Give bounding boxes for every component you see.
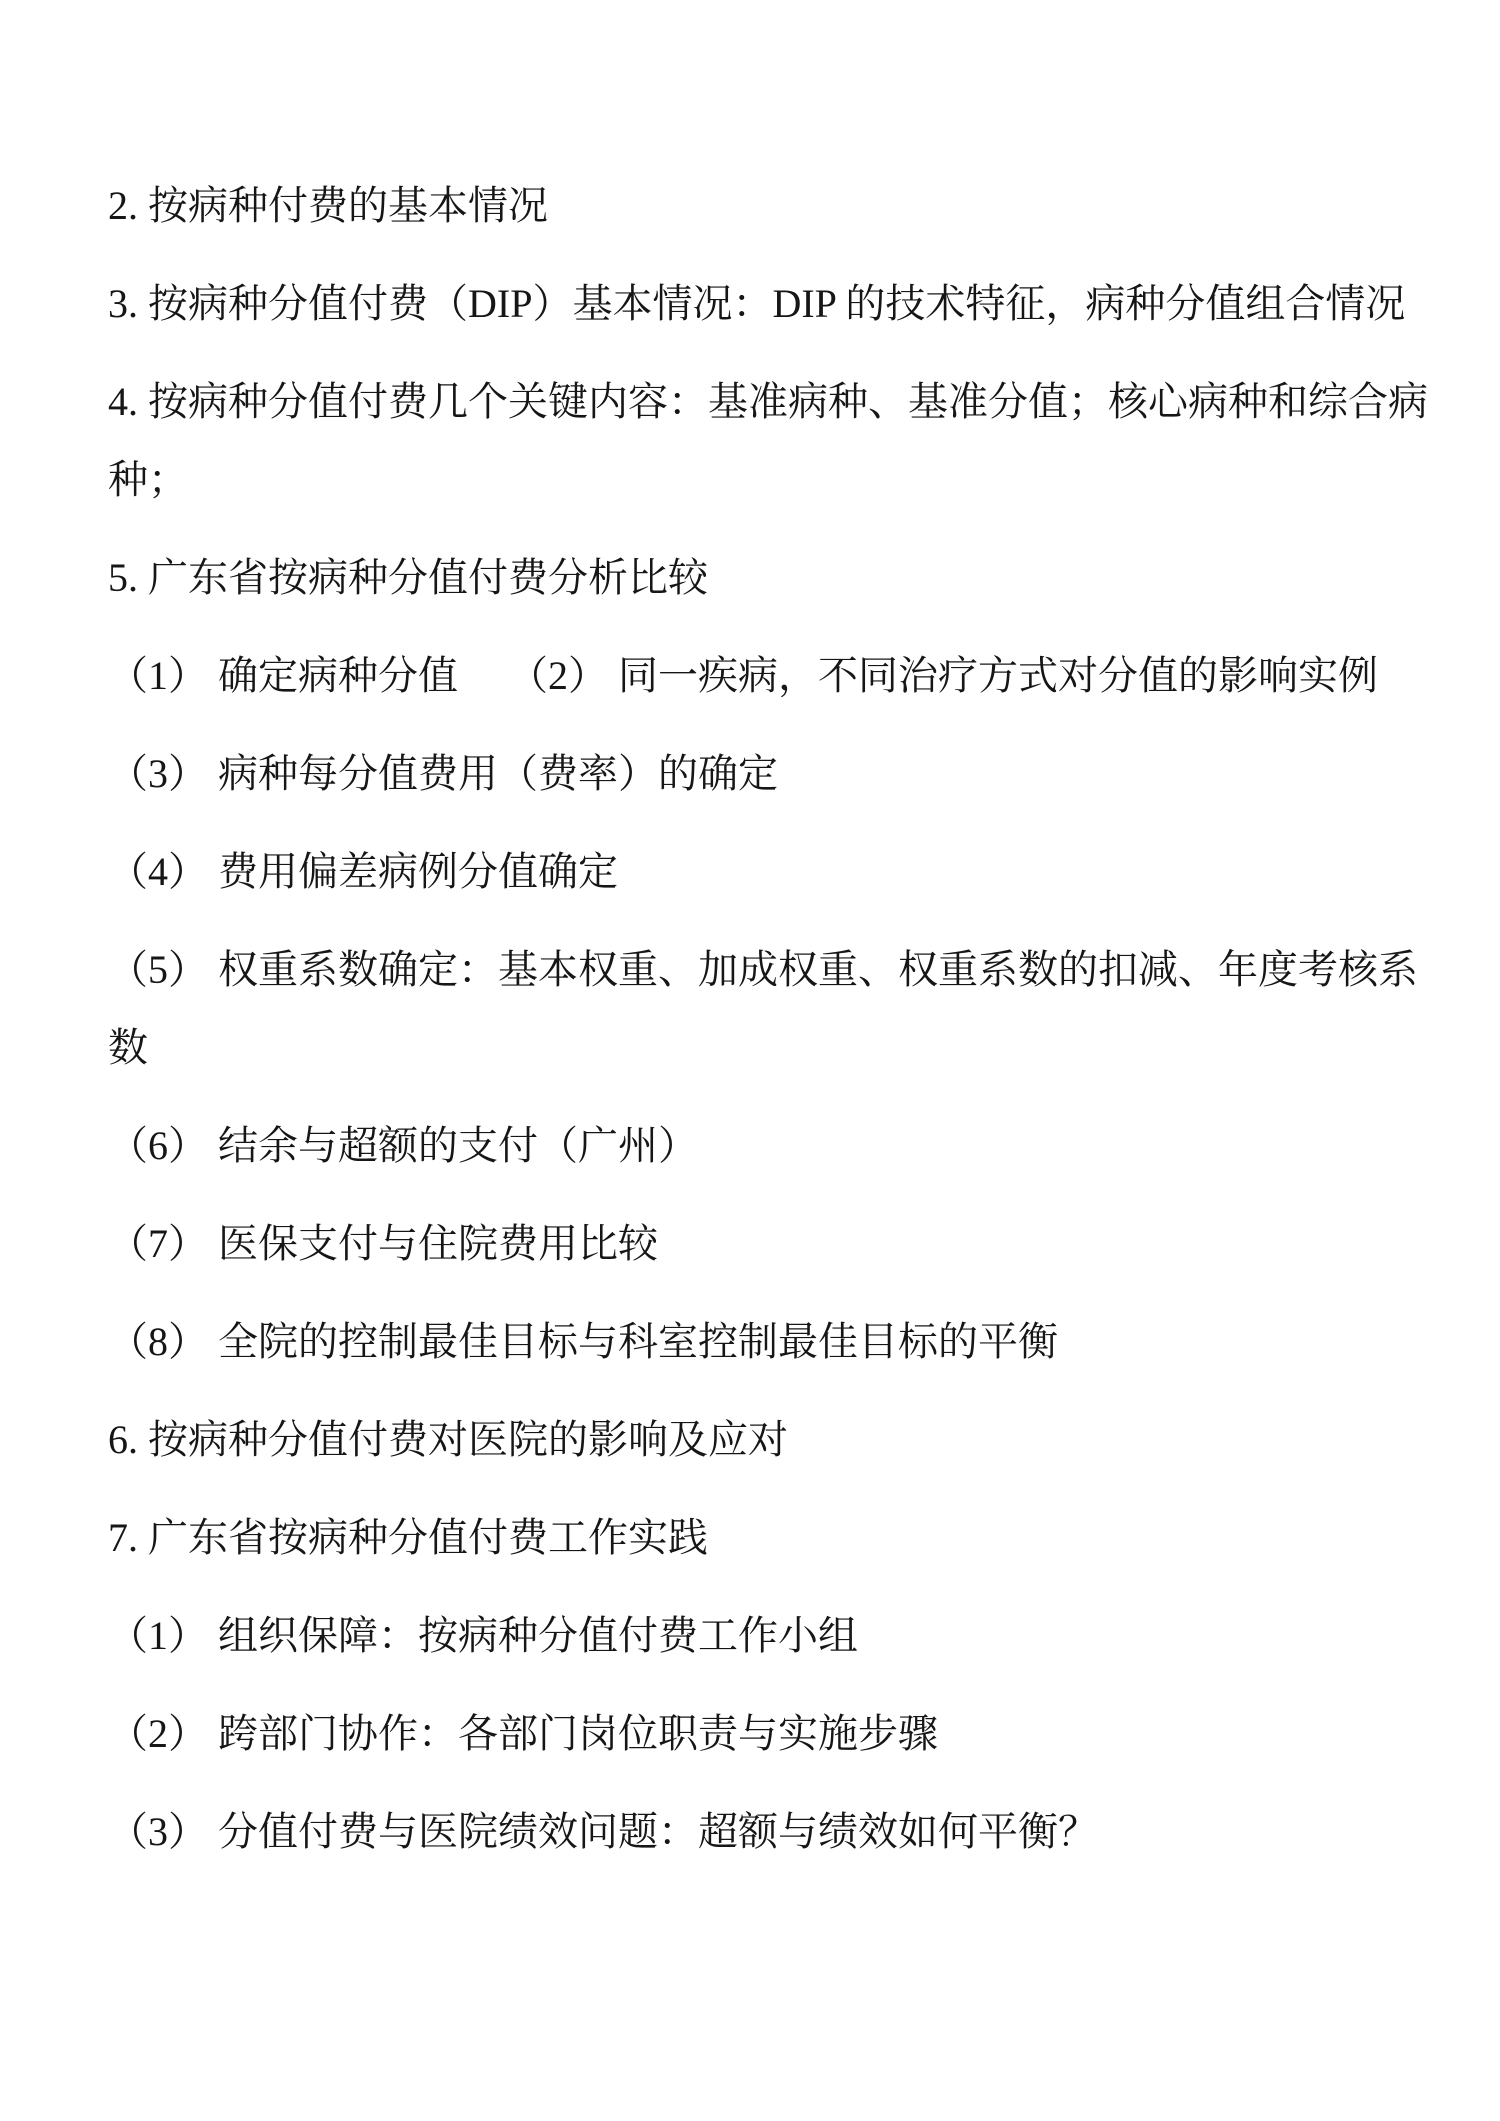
paragraph-subitem-7 bbox=[108, 1205, 1400, 1283]
paragraph-subitem-5 bbox=[108, 931, 1418, 1087]
text-line: 3. 按病种分值付费（DIP）基本情况：DIP 的技术特征，病种分值组合情况 bbox=[108, 281, 1406, 326]
paragraph-item-5 bbox=[108, 539, 1400, 617]
paragraph-item-2 bbox=[108, 167, 1400, 245]
paragraph-subitem-7-3 bbox=[108, 1793, 1400, 1871]
paragraph-item-6 bbox=[108, 1401, 1400, 1479]
text-line: 7. 广东省按病种分值付费工作实践 bbox=[108, 1515, 708, 1560]
text-line: （7） 医保支付与住院费用比较 bbox=[108, 1221, 658, 1266]
text-line: （1） 组织保障：按病种分值付费工作小组 bbox=[108, 1613, 858, 1658]
text-line: （3） 病种每分值费用（费率）的确定 bbox=[108, 751, 778, 796]
paragraph-subitem-7-1 bbox=[108, 1597, 1400, 1675]
paragraph-subitem-3 bbox=[108, 735, 1400, 813]
text-line-wrap: 种； bbox=[108, 457, 188, 502]
text-line-wrap: 数 bbox=[108, 1025, 148, 1070]
text-line: 5. 广东省按病种分值付费分析比较 bbox=[108, 555, 708, 600]
text-line: 6. 按病种分值付费对医院的影响及应对 bbox=[108, 1417, 788, 1462]
paragraph-subitem-1-2 bbox=[108, 637, 1400, 715]
paragraph-subitem-8 bbox=[108, 1303, 1400, 1381]
text-line: （3） 分值付费与医院绩效问题：超额与绩效如何平衡？ bbox=[108, 1809, 1098, 1854]
text-line: （2） 跨部门协作：各部门岗位职责与实施步骤 bbox=[108, 1711, 938, 1756]
paragraph-item-7 bbox=[108, 1499, 1400, 1577]
paragraph-item-3 bbox=[108, 265, 1406, 343]
paragraph-item-4 bbox=[108, 363, 1428, 519]
text-line: （5） 权重系数确定：基本权重、加成权重、权重系数的扣减、年度考核系 bbox=[108, 947, 1418, 992]
text-line: 2. 按病种付费的基本情况 bbox=[108, 183, 548, 228]
paragraph-subitem-4 bbox=[108, 833, 1400, 911]
text-line: 4. 按病种分值付费几个关键内容：基准病种、基准分值；核心病种和综合病 bbox=[108, 379, 1428, 424]
text-line: （6） 结余与超额的支付（广州） bbox=[108, 1123, 698, 1168]
text-line: （1） 确定病种分值 （2） 同一疾病，不同治疗方式对分值的影响实例 bbox=[108, 653, 1378, 698]
paragraph-subitem-6 bbox=[108, 1107, 1400, 1185]
text-line: （8） 全院的控制最佳目标与科室控制最佳目标的平衡 bbox=[108, 1319, 1058, 1364]
paragraph-subitem-7-2 bbox=[108, 1695, 1400, 1773]
text-line: （4） 费用偏差病例分值确定 bbox=[108, 849, 618, 894]
